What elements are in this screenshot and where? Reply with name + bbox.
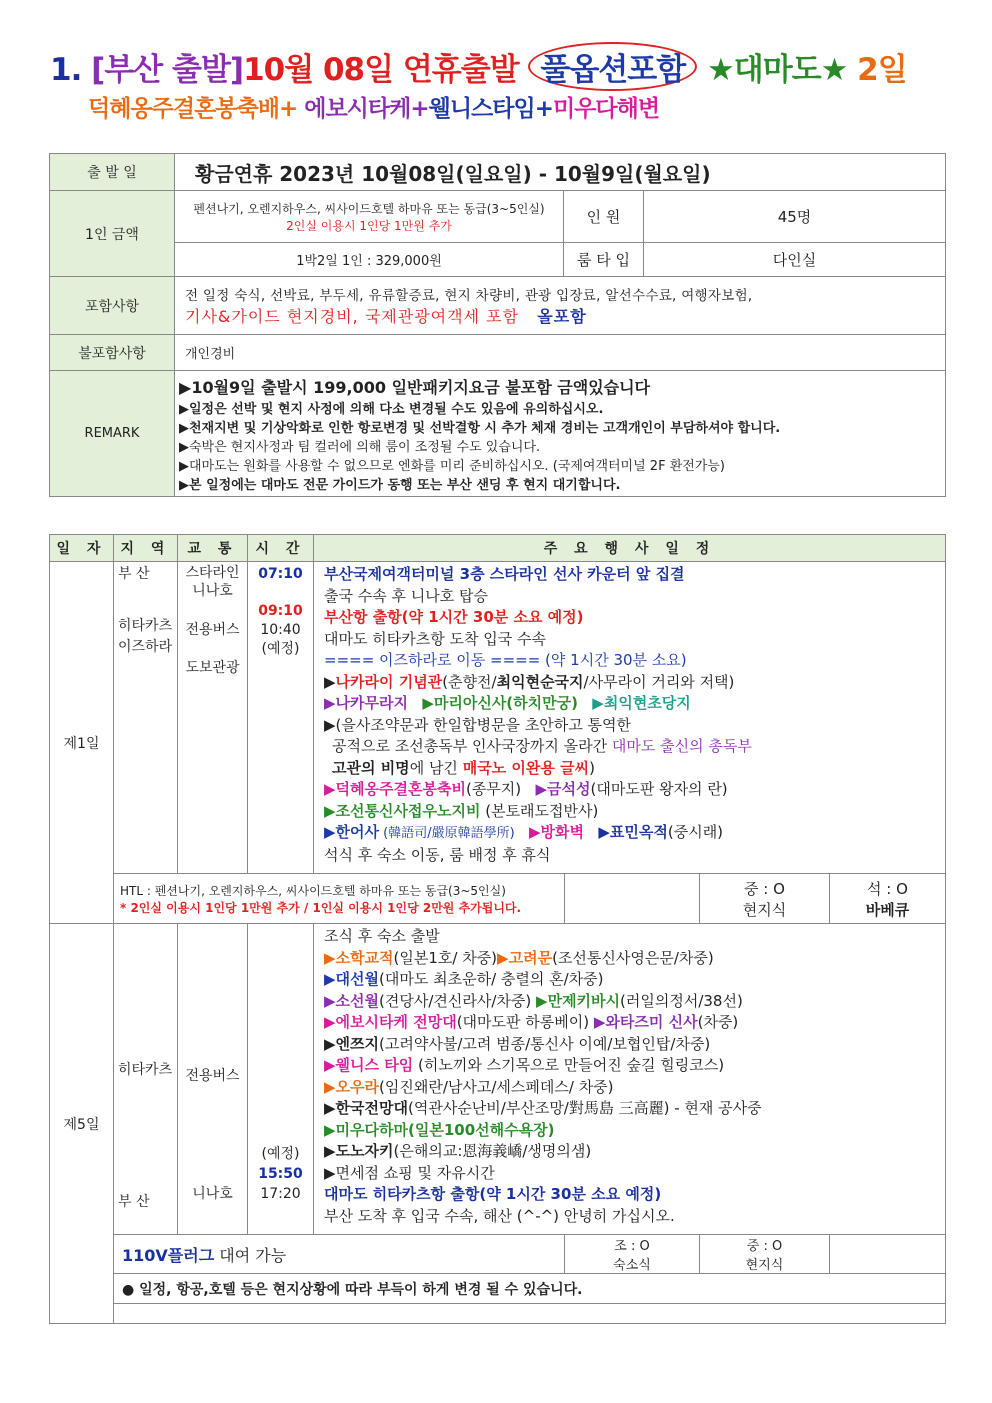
title-days: 2일 <box>857 52 907 88</box>
day2-activity <box>324 1077 935 1099</box>
price-value: 1박2일 1인 : 329,000원 <box>175 243 564 277</box>
spot-detail: (본토래도접반사) <box>480 801 599 820</box>
spot-eboshidake: ▶ 에보시타케 전망대 <box>324 1013 457 1031</box>
price-note <box>175 191 564 243</box>
day1-transport <box>178 562 248 874</box>
excluded-value: 개인경비 <box>175 335 946 371</box>
spot-detail: (대마도 최초운하/ 충렬의 혼/차중) <box>379 970 604 988</box>
remark-item: ▶ 본 일정에는 대마도 전문 가이드가 동행 또는 부산 샌딩 후 현지 대기합니다. <box>179 474 939 493</box>
day1-activity: 부산항 출항(약 1시간 30분 소요 예정) <box>324 608 584 626</box>
day2-activity: ▶ 면세점 쇼핑 및 자유시간 <box>324 1163 935 1185</box>
subtitle-part-1: 덕혜옹주결혼봉축배+ <box>88 96 298 122</box>
spot-detail: (견당사/견신라사/차중) <box>379 991 537 1010</box>
people-label: 인 원 <box>564 191 644 243</box>
day2-activity <box>324 1034 935 1056</box>
schedule-footer-blank <box>114 1304 946 1324</box>
day1-activity <box>324 758 935 780</box>
spot-detail: (춘향전/ <box>442 672 497 691</box>
excluded-label: 불포함사항 <box>50 335 175 371</box>
info-table <box>49 153 946 497</box>
spot-detail: (대마도판 왕자의 란) <box>590 780 728 798</box>
spot-pyominok: ▶ 표민옥적 <box>598 823 668 841</box>
header-transport: 교 통 <box>178 535 248 562</box>
people-value: 45명 <box>644 191 946 243</box>
spot-detail: 에 남긴 <box>409 758 463 777</box>
day1-lunch <box>700 874 830 924</box>
day1-hotel <box>114 874 565 924</box>
spot-nakamuraji: ▶ 나카무라지 <box>324 694 408 712</box>
day2-breakfast <box>565 1235 700 1274</box>
remark-item: ▶ 천재지변 및 기상악화로 인한 항로변경 및 선박결항 시 추가 체재 경비는 고객개인이 부담하셔야 합니다. <box>179 417 939 436</box>
day2-time-note: (예정) <box>261 1146 300 1162</box>
price-note-hotels: 펜션나기, 오렌지하우스, 씨사이드호텔 하마유 또는 동급(3~5인실) <box>193 201 545 216</box>
day2-activity <box>324 1055 935 1077</box>
day2-lunch-type: 현지식 <box>745 1258 784 1273</box>
spot-korea-observatory: ▶ 한국전망대 <box>324 1099 408 1117</box>
day2-time-depart: 15:50 <box>258 1166 303 1182</box>
subtitle-part-4: 미우다해변 <box>553 96 660 122</box>
day1-activity: ▶ (을사조약문과 한일합병문을 초안하고 통역한 <box>324 715 935 737</box>
included-value <box>175 277 946 335</box>
price-note-surcharge: 2인실 이용시 1인당 1만원 추가 <box>286 218 452 233</box>
spot-firewall: ▶ 방화벽 <box>529 823 584 841</box>
room-type-label: 룸 타 입 <box>564 243 644 277</box>
spot-haneosa: ▶ 한어사 <box>324 823 379 841</box>
day1-activity: 석식 후 숙소 이동, 룸 배정 후 휴식 <box>324 845 551 864</box>
title-destination: ★대마도★ <box>706 52 848 88</box>
day2-activity <box>324 1141 935 1163</box>
day2-lunch <box>700 1235 830 1274</box>
day2-transport-ninaho: 니나호 <box>192 1185 233 1202</box>
day1-transport-starline: 스타라인 <box>185 565 240 581</box>
day2-activity: 조식 후 숙소 출발 <box>324 927 440 945</box>
day1-time-arrive: 10:40 <box>260 621 301 638</box>
day2-regions <box>114 924 178 1235</box>
departure-value: 황금연휴 2023년 10월08일(일요일) - 10월9일(월요일) <box>175 154 946 191</box>
included-line-2: 기사&가이드 현지경비, 국제관광여객세 포함 <box>185 307 520 326</box>
day2-time-arrive: 17:20 <box>260 1186 301 1202</box>
included-line-1: 전 일정 숙식, 선박료, 부두세, 유류할증료, 현지 차량비, 관광 입장료, 알선수수료, 여행자보험, <box>185 288 753 304</box>
day2-transport-bus: 전용버스 <box>185 1068 240 1084</box>
spot-detail: 공적으로 조선총독부 인사국장까지 올라간 <box>332 737 612 755</box>
remark-label: REMARK <box>50 371 175 497</box>
header-itinerary: 주 요 행 사 일 정 <box>314 535 946 562</box>
spot-detail: (종무지) <box>465 780 522 798</box>
spot-joseon-envoy-monument: ▶ 조선통신사접우노지비 <box>324 802 480 820</box>
spot-watatsumi-shrine: ▶ 와타즈미 신사 <box>594 1013 698 1031</box>
day1-activities <box>314 562 946 874</box>
spot-choedang: ▶ 최익현초당지 <box>592 694 691 712</box>
day1-time-meet: 07:10 <box>258 566 303 582</box>
departure-label: 출 발 일 <box>50 154 175 191</box>
spot-geumseokseong: ▶ 금석성 <box>535 780 590 798</box>
day1-lunch-status: 중 : O <box>744 879 785 898</box>
header-region: 지 역 <box>114 535 178 562</box>
spot-wellness: ▶ 웰니스 타임 <box>324 1056 413 1074</box>
spot-detail: (차중) <box>697 1013 739 1031</box>
day2-activity <box>324 1012 935 1034</box>
day1-transport-walk: 도보관광 <box>185 659 240 676</box>
day2-activity <box>324 948 935 970</box>
day1-activity <box>324 822 935 845</box>
spot-detail: (히노끼와 스기목으로 만들어진 숲길 힐링코스) <box>413 1056 725 1074</box>
spot-detail: (중시래) <box>667 823 724 841</box>
spot-detail: ) <box>589 758 595 777</box>
day1-label: 제1일 <box>50 562 114 924</box>
day2-lunch-status: 중 : O <box>746 1239 783 1254</box>
spot-detail-bold: 최익현순국지 <box>496 672 584 691</box>
day2-region-busan: 부 산 <box>118 1193 150 1210</box>
day1-empty-cell <box>565 874 700 924</box>
remark-item: ▶ 10월9일 출발시 199,000 일반패키지요금 불포함 금액있습니다 <box>179 375 939 398</box>
spot-detail: (일본1호/ 차중) <box>393 948 498 967</box>
day1-activity: 출국 수속 후 니나호 탑승 <box>324 586 488 605</box>
day1-time-depart: 09:10 <box>258 602 303 619</box>
day1-regions <box>114 562 178 874</box>
day1-transport-bus: 전용버스 <box>185 622 240 638</box>
day2-plug <box>114 1235 565 1274</box>
day1-activity <box>324 779 935 801</box>
spot-kofunakoshi: ▶ 소선월 <box>324 992 379 1010</box>
spot-miuda-beach: ▶ 미우다하마(일본100선해수욕장) <box>324 1120 935 1142</box>
spot-detail-bold: 고관의 비명 <box>332 758 410 777</box>
title-number: 1. <box>50 52 82 88</box>
spot-detail: (임진왜란/남사고/세스페데스/ 차중) <box>379 1077 614 1096</box>
day2-transport <box>178 924 248 1235</box>
day2-breakfast-status: 조 : O <box>614 1239 650 1254</box>
day2-region-hitakatsu: 히타카츠 <box>118 1062 173 1078</box>
day1-hotel-list: HTL : 펜션나기, 오렌지하우스, 씨사이드호텔 하마유 또는 동급(3~5인실) <box>120 883 506 898</box>
spot-detail: (대마도판 하롱베이) <box>456 1013 594 1031</box>
header-time: 시 간 <box>248 535 314 562</box>
spot-detail-red: 매국노 이완용 글씨 <box>462 758 590 777</box>
day1-dinner-type: 바베큐 <box>865 900 910 919</box>
included-label: 포함사항 <box>50 277 175 335</box>
day2-activities <box>314 924 946 1235</box>
day2-activity <box>324 969 935 991</box>
day1-activity <box>324 693 935 715</box>
header-day: 일 자 <box>50 535 114 562</box>
spot-maria-shrine: ▶ 마리아신사(하치만궁) <box>422 694 578 712</box>
room-type-value: 다인실 <box>644 243 946 277</box>
spot-manzekibashi: ▶ 만제키바시 <box>536 992 620 1010</box>
remark-item: ▶ 대마도는 원화를 사용할 수 없으므로 엔화를 미리 준비하십시오. (국제여객터미널 2F 환전가능) <box>179 455 939 474</box>
day1-activity <box>324 672 935 694</box>
spot-goryeomun: ▶ 고려문 <box>497 949 552 967</box>
day1-region-busan: 부 산 <box>118 566 150 582</box>
spot-detail-purple: 대마도 출신의 총독부 <box>611 737 752 755</box>
spot-nakarai: 나카라이 기념관 <box>335 672 443 691</box>
spot-detail: (역관사순난비/부산조망/對馬島 三高麗) - 현재 공사중 <box>408 1099 762 1117</box>
page-title <box>50 42 907 91</box>
title-date: 10월 08일 연휴출발 <box>243 52 519 88</box>
page-subtitle <box>88 90 659 123</box>
day2-label: 제5일 <box>50 924 114 1324</box>
day2-activity: 대마도 히타카츠항 출항(약 1시간 30분 소요 예정) <box>324 1185 662 1203</box>
day1-times <box>248 562 314 874</box>
day1-hotel-surcharge: * 2인실 이용시 1인당 1만원 추가 / 1인실 이용시 1인당 2만원 추가됩니다. <box>120 900 522 915</box>
schedule-table <box>49 534 946 1324</box>
spot-detail: (은해의교:恩海義嶠/생명의샘) <box>393 1142 592 1160</box>
day2-empty-cell <box>830 1235 946 1274</box>
plug-label: 110V플러그 <box>122 1245 215 1265</box>
day2-activity <box>324 1098 935 1120</box>
day1-lunch-type: 현지식 <box>742 900 787 919</box>
day1-activity: 대마도 히타카츠항 도착 입국 수속 <box>324 629 546 648</box>
day2-activity: 부산 도착 후 입국 수속, 해산 (^-^) 안녕히 가십시오. <box>324 1206 675 1225</box>
schedule-notice: ● 일정, 항공,호텔 등은 현지상황에 따라 부득이 하게 변경 될 수 있습니다. <box>114 1274 946 1304</box>
spot-detail: (러일의정서/38선) <box>620 991 743 1010</box>
day1-transport-ninaho: 니나호 <box>192 583 233 599</box>
remark-list <box>175 371 946 497</box>
spot-detail: (조선통신사영은문/차중) <box>552 948 714 967</box>
day1-time-note: (예정) <box>261 640 300 657</box>
spot-entsuji: ▶ 엔쯔지 <box>324 1035 379 1053</box>
day1-activity <box>324 736 935 758</box>
remark-item: ▶ 일정은 선박 및 현지 사정에 의해 다소 변경될 수도 있음에 유의하십시오. <box>179 398 939 417</box>
price-label: 1인 금액 <box>50 191 175 277</box>
day1-dinner <box>830 874 946 924</box>
spot-detail: /사무라이 거리와 저택) <box>583 672 735 691</box>
title-full-option-badge: 풀옵션포함 <box>528 42 697 91</box>
title-departure: [부산 출발] <box>91 52 244 88</box>
spot-oura: ▶ 오우라 <box>324 1078 379 1096</box>
day2-breakfast-type: 숙소식 <box>613 1258 651 1273</box>
included-all-badge: 올포함 <box>537 307 587 326</box>
spot-deokhye-monument: ▶ 덕혜옹주결혼봉축비 <box>324 780 466 798</box>
spot-ofunakoshi: ▶ 대선월 <box>324 970 379 988</box>
day2-times <box>248 924 314 1235</box>
plug-note: 대여 가능 <box>214 1245 287 1265</box>
subtitle-part-3: 웰니스타임+ <box>428 96 553 122</box>
day2-activity <box>324 991 935 1013</box>
remark-item: ▶ 숙박은 현지사정과 팀 컬러에 의해 룸이 조정될 수도 있습니다. <box>179 436 939 455</box>
spot-detail-blue: (韓語司/嚴原韓語學所) <box>379 826 515 841</box>
subtitle-part-2: 에보시타케+ <box>304 96 429 122</box>
spot-school-ruins: ▶ 소학교적 <box>324 949 394 967</box>
spot-detail: (고려약사불/고려 범종/통신사 이예/보협인탑/차중) <box>379 1034 711 1053</box>
day1-region-izuhara: 이즈하라 <box>118 639 173 655</box>
day1-dinner-status: 석 : O <box>867 879 908 898</box>
spot-tonozaki: ▶ 도노자키 <box>324 1142 394 1160</box>
day1-activity: 부산국제여객터미널 3층 스타라인 선사 카운터 앞 집결 <box>324 565 685 583</box>
day1-region-hitakatsu: 히타카츠 <box>118 617 173 634</box>
day1-activity: ==== 이즈하라로 이동 ==== (약 1시간 30분 소요) <box>324 651 687 669</box>
day1-activity <box>324 801 935 823</box>
